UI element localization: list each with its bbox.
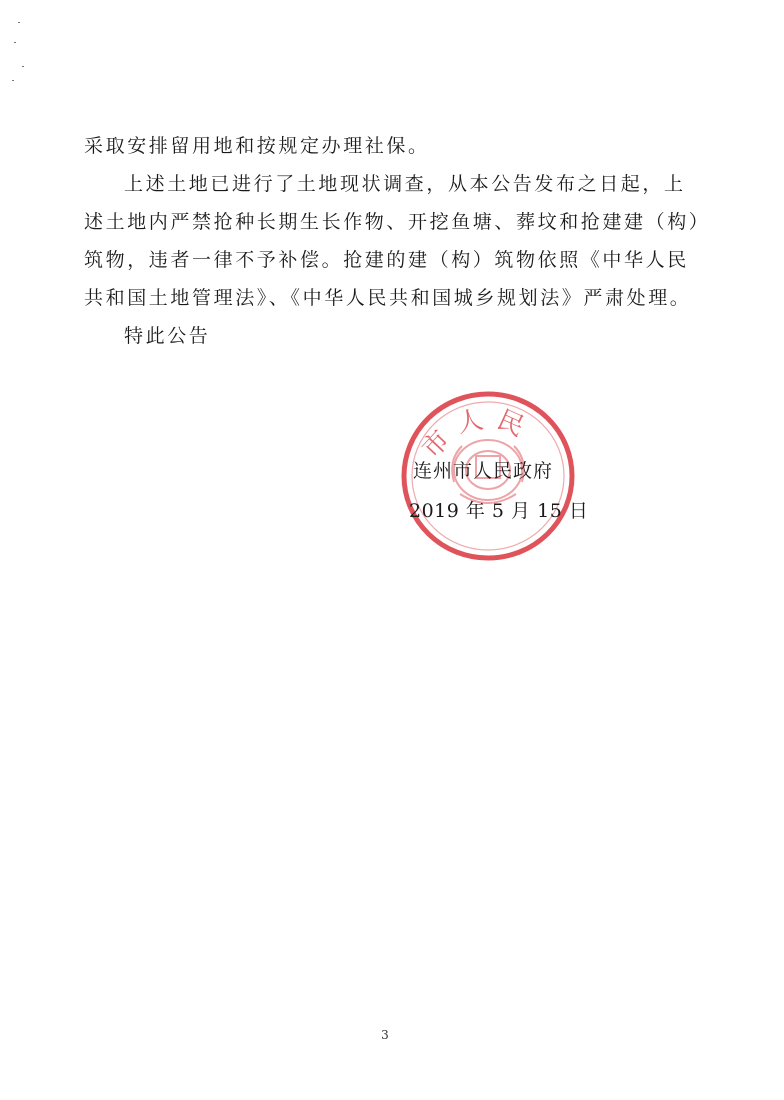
- scan-speck: [14, 42, 16, 43]
- issuing-authority: 连州市人民政府: [413, 460, 554, 482]
- scan-speck: [18, 22, 20, 23]
- page-number: 3: [381, 1028, 389, 1042]
- seal-text: 市人民: [416, 403, 538, 465]
- closing-phrase: 特此公告: [124, 325, 211, 347]
- paragraph-line: 采取安排留用地和按规定办理社保。: [84, 135, 430, 157]
- paragraph-line: 筑物，违者一律不予补偿。抢建的建（构）筑物依照《中华人民: [84, 249, 689, 271]
- paragraph-line: 述土地内严禁抢种长期生长作物、开挖鱼塘、葬坟和抢建建（构）: [84, 211, 711, 233]
- signature-block: [409, 460, 589, 522]
- notice-body: [84, 135, 711, 364]
- scan-speck: [22, 66, 24, 67]
- issue-date: 2019 年 5 月 15 日: [409, 500, 589, 522]
- scan-speck: [12, 80, 14, 81]
- paragraph-line: 上述土地已进行了土地现状调查，从本公告发布之日起，上: [124, 173, 686, 195]
- paragraph-line: 共和国土地管理法》、《中华人民共和国城乡规划法》严肃处理。: [84, 287, 692, 309]
